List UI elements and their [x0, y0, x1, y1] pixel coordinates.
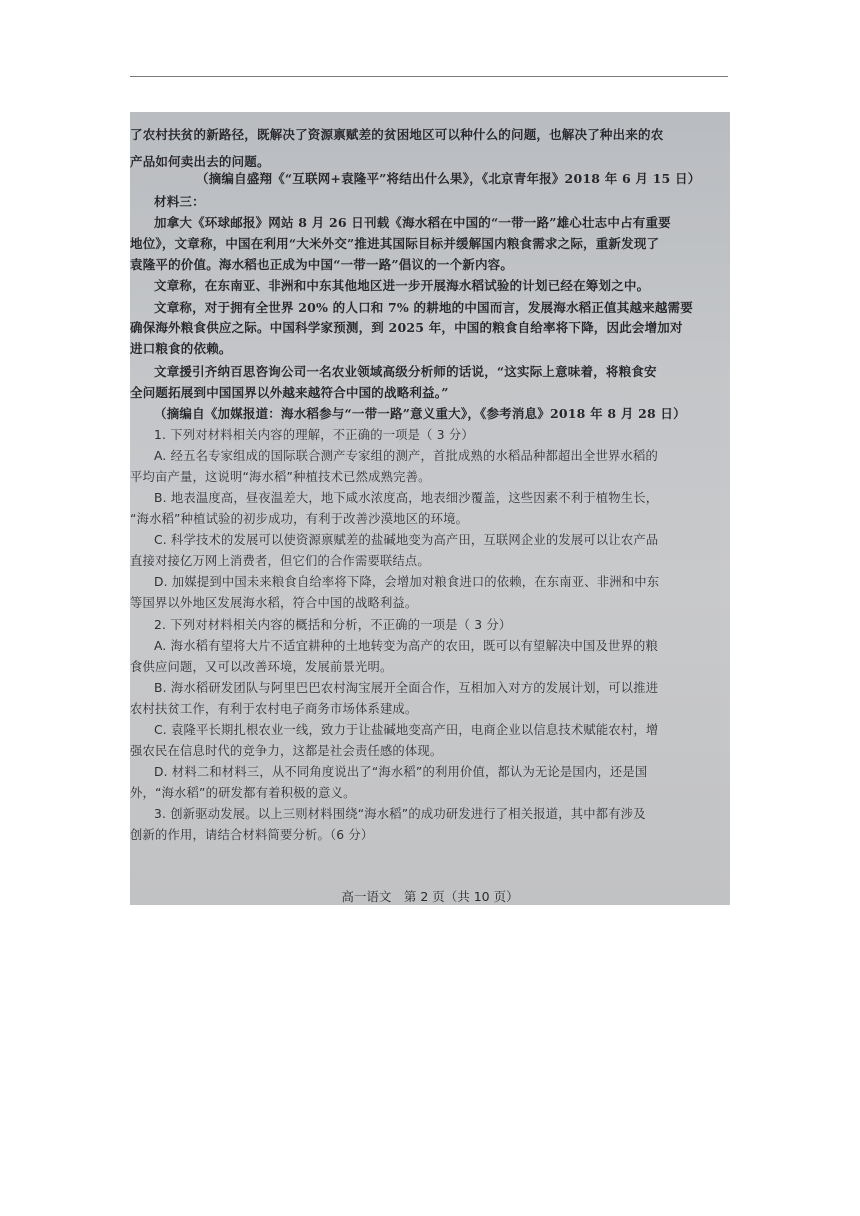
question-2-option-c: C. 袁隆平长期扎根农业一线，致力于让盐碱地变高产田，电商企业以信息技术赋能农村，增	[154, 723, 659, 737]
scanned-page	[130, 112, 730, 905]
question-1-option-c: C. 科学技术的发展可以使资源禀赋差的盐碱地变为高产田，互联网企业的发展可以让农产品	[154, 533, 659, 547]
text-line: 等国界以外地区发展海水稻，符合中国的战略利益。	[130, 596, 418, 610]
text-line: 文章称，在东南亚、非洲和中东其他地区进一步开展海水稻试验的计划已经在筹划之中。	[154, 278, 650, 293]
question-2-option-a: A. 海水稻有望将大片不适宜耕种的土地转变为高产的农田，既可以有望解决中国及世界的粮	[154, 639, 658, 653]
page-footer: 高一语文 第 2 页（共 10 页）	[341, 889, 519, 904]
top-divider	[130, 76, 728, 77]
text-line: 了农村扶贫的新路径，既解决了资源禀赋差的贫困地区可以种什么的问题，也解决了种出来的农	[130, 127, 664, 142]
text-line: 食供应问题，又可以改善环境，发展前景光明。	[130, 660, 393, 674]
text-line: 袁隆平的价值。海水稻也正成为中国“一带一路”倡议的一个新内容。	[130, 257, 514, 272]
text-line: 全问题拓展到中国国界以外越来越符合中国的战略利益。”	[130, 385, 449, 400]
text-line: “海水稻”种植试验的初步成功，有利于改善沙漠地区的环境。	[130, 512, 469, 526]
text-line: 文章援引齐纳百思咨询公司一名农业领域高级分析师的话说，“这实际上意味着，将粮食安	[154, 364, 657, 379]
section-heading: 材料三：	[154, 194, 205, 209]
text-line: 地位》，文章称，中国在利用“大米外交”推进其国际目标并缓解国内粮食需求之际，重新发现了	[130, 236, 660, 251]
question-2-stem: 2. 下列对材料相关内容的概括和分析，不正确的一项是（ 3 分）	[154, 618, 512, 632]
question-1-stem: 1. 下列对材料相关内容的理解，不正确的一项是（ 3 分）	[154, 428, 474, 442]
text-line: 确保海外粮食供应之际。中国科学家预测，到 2025 年，中国的粮食自给率将下降，因此会增加对	[130, 320, 683, 335]
question-1-option-b: B. 地表温度高，昼夜温差大，地下咸水浓度高，地表细沙覆盖，这些因素不利于植物生长，	[154, 491, 659, 505]
text-line: 强农民在信息时代的竞争力，这都是社会责任感的体现。	[130, 744, 443, 758]
question-1-option-d: D. 加媒提到中国未来粮食自给率将下降，会增加对粮食进口的依赖，在东南亚、非洲和中东	[154, 575, 660, 589]
text-line: 加拿大《环球邮报》网站 8 月 26 日刊载《海水稻在中国的“一带一路”雄心壮志中占有重要	[154, 215, 671, 230]
text-line: 外，“海水稻”的研发都有着积极的意义。	[130, 786, 356, 800]
text-line: 文章称，对于拥有全世界 20% 的人口和 7% 的耕地的中国而言，发展海水稻正值其越来越需要	[154, 300, 693, 315]
text-line: 创新的作用，请结合材料简要分析。（6 分）	[130, 828, 374, 842]
question-2-option-b: B. 海水稻研发团队与阿里巴巴农村淘宝展开全面合作，互相加入对方的发展计划，可以推进	[154, 681, 659, 695]
citation: （摘编自《加媒报道：海水稻参与“一带一路”意义重大》，《参考消息》2018 年 8 月 28 日）	[154, 406, 686, 421]
text-line: 农村扶贫工作，有利于农村电子商务市场体系建成。	[130, 702, 418, 716]
text-line: 产品如何卖出去的问题。	[130, 154, 270, 169]
text-line: 直接对接亿万网上消费者，但它们的合作需要联结点。	[130, 554, 430, 568]
text-line: 平均亩产量，这说明“海水稻”种植技术已然成熟完善。	[130, 470, 431, 484]
question-3-stem: 3. 创新驱动发展。以上三则材料围绕“海水稻”的成功研发进行了相关报道，其中都有涉及	[154, 807, 646, 821]
citation: （摘编自盛翔《“互联网+袁隆平”将结出什么果》，《北京青年报》2018 年 6 月 15 日）	[196, 171, 701, 186]
question-1-option-a: A. 经五名专家组成的国际联合测产专家组的测产，首批成熟的水稻品种都超出全世界水稻的	[154, 449, 658, 463]
text-line: 进口粮食的依赖。	[130, 341, 232, 356]
question-2-option-d: D. 材料二和材料三，从不同角度说出了“海水稻”的利用价值，都认为无论是国内，还是国	[154, 765, 648, 779]
